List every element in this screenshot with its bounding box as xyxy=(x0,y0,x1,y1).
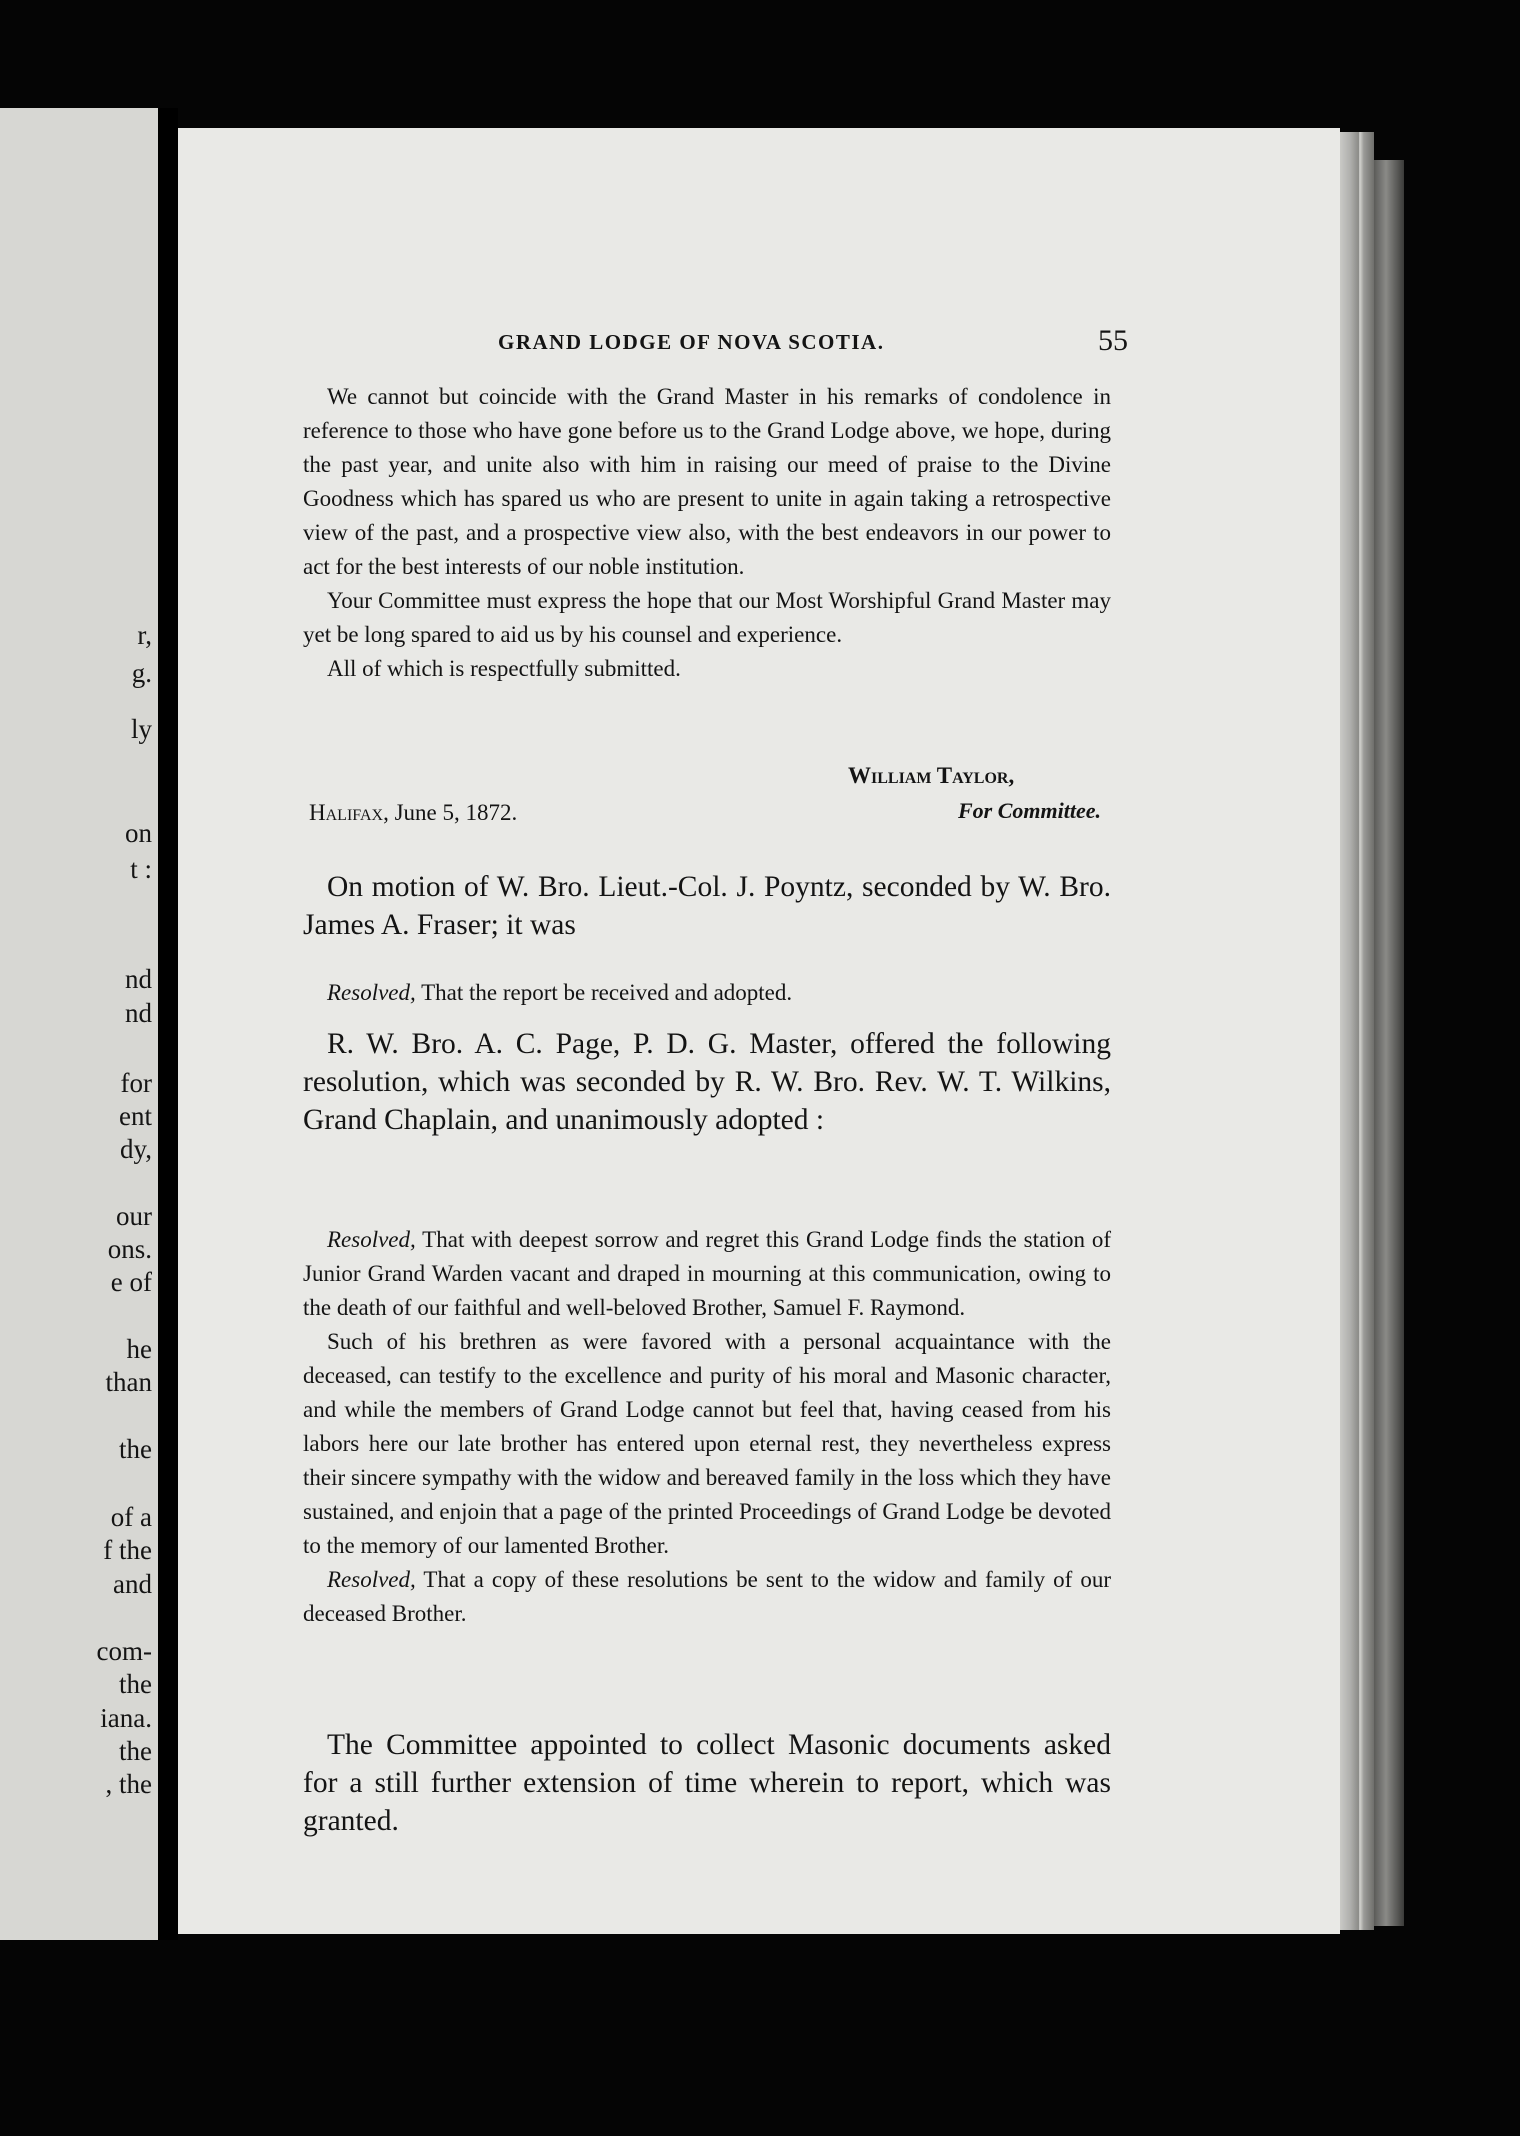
resolution-intro-text xyxy=(303,1025,1111,1139)
left-page-line: com- xyxy=(96,1636,152,1666)
left-page-line: ons. xyxy=(107,1234,152,1264)
left-page-line: , the xyxy=(105,1769,152,1799)
left-page-line: ly xyxy=(130,714,152,744)
place-date xyxy=(309,800,517,826)
page-edges xyxy=(1340,132,1374,1930)
committee-text xyxy=(303,1726,1111,1840)
paragraph-condolence: We cannot but coincide with the Grand Master in his remarks of condolence in reference to those who have gone before us to the Grand Lodge above, we hope, during the past year, and unite also with him in raising our meed of praise to the Divine Goodness which has spared us who are present to unite in again taking a retrospective view of the past, and a prospective view also, with the best endeavors in our power to act for the best interests of our noble institution. xyxy=(303,384,1111,579)
left-page-line: and xyxy=(113,1569,152,1599)
page-number: 55 xyxy=(1098,324,1128,357)
resolved-label: Resolved, xyxy=(327,1567,416,1592)
paragraph-committee: The Committee appointed to collect Masonic documents asked for a still further extension of time wherein to report, which was granted. xyxy=(303,1729,1111,1837)
running-head: GRAND LODGE OF NOVA SCOTIA. xyxy=(498,330,885,354)
place: Halifax xyxy=(309,800,384,825)
left-page-line: e of xyxy=(110,1267,152,1297)
left-page-line: t : xyxy=(130,854,152,884)
committee-report-text xyxy=(303,380,1111,686)
left-page-line: of a xyxy=(110,1502,152,1532)
left-page-line: nd xyxy=(125,964,152,994)
signature-role: For Committee. xyxy=(958,798,1101,823)
left-page-fragment xyxy=(0,108,158,1940)
left-page-line: the xyxy=(119,1434,152,1464)
date: , June 5, 1872. xyxy=(383,800,518,825)
motion-text xyxy=(303,868,1111,944)
left-page-line: than xyxy=(105,1367,152,1397)
left-page-line: our xyxy=(116,1201,152,1231)
left-page-line: r, xyxy=(137,620,152,650)
left-page-line: ent xyxy=(119,1101,152,1131)
left-page-line: f the xyxy=(103,1535,152,1565)
resolved-text: That with deepest sorrow and regret this Grand Lodge finds the station of Junior Grand Warden vacant and draped in mourning at this communication, owing to the death of our faithful and well-beloved Brother, Samuel F. Raymond. xyxy=(303,1227,1111,1320)
resolved-label: Resolved, xyxy=(327,980,416,1005)
paragraph-resolution-intro: R. W. Bro. A. C. Page, P. D. G. Master, offered the following resolution, which was seconded by R. W. Bro. Rev. W. T. Wilkins, Grand Chaplain, and unanimously adopted : xyxy=(303,1028,1111,1136)
resolved-text: That a copy of these resolutions be sent to the widow and family of our deceased Brother. xyxy=(303,1567,1111,1626)
left-page-line: the xyxy=(119,1736,152,1766)
left-page-line: he xyxy=(126,1334,152,1364)
resolved-text: That the report be received and adopted. xyxy=(415,980,793,1005)
left-page-line: for xyxy=(120,1068,152,1098)
book-gutter xyxy=(158,108,178,1940)
left-page-line: nd xyxy=(125,998,152,1028)
left-page-line: the xyxy=(119,1669,152,1699)
paragraph-motion: On motion of W. Bro. Lieut.-Col. J. Poyntz, seconded by W. Bro. James A. Fraser; it was xyxy=(303,871,1111,941)
left-page-line: iana. xyxy=(100,1703,152,1733)
book-page xyxy=(178,128,1340,1934)
paragraph-grand-master: Your Committee must express the hope that our Most Worshipful Grand Master may yet be long spared to aid us by his counsel and experience. xyxy=(303,588,1111,647)
resolved-label: Resolved, xyxy=(327,1227,416,1252)
signature-name: William Taylor, xyxy=(848,763,1015,788)
left-page-line: g. xyxy=(131,658,152,688)
paragraph-submitted: All of which is respectfully submitted. xyxy=(327,656,681,681)
paragraph-brethren: Such of his brethren as were favored with a personal acquaintance with the deceased, can testify to the excellence and purity of his moral and Masonic character, and while the members of Grand Lodge cannot but feel that, having ceased from his labors here our late brother has entered upon eternal rest, they nevertheless express their sincere sympathy with the widow and bereaved family in the loss which they have sustained, and enjoin that a page of the printed Proceedings of Grand Lodge be devoted to the memory of our lamented Brother. xyxy=(303,1329,1111,1558)
book-cover-edge xyxy=(1374,160,1404,1926)
resolved-adopted xyxy=(303,976,1111,1010)
left-page-line: dy, xyxy=(120,1134,152,1164)
left-page-line: on xyxy=(125,818,152,848)
resolution-text xyxy=(303,1223,1111,1631)
